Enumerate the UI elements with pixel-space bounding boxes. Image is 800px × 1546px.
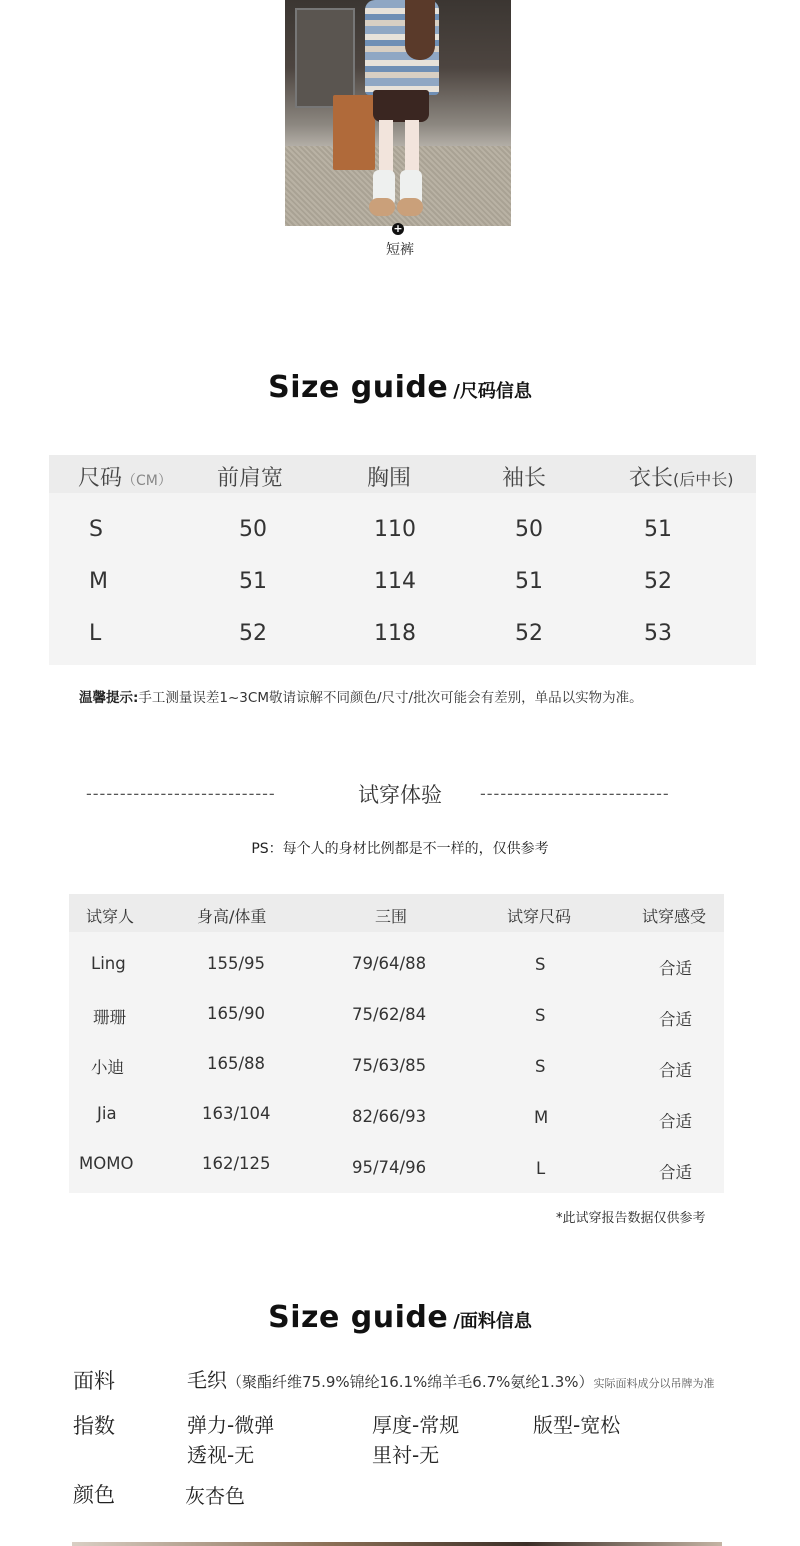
tip-text: 手工测量误差1~3CM敬请谅解不同颜色/尺寸/批次可能会有差别，单品以实物为准。	[138, 690, 643, 706]
material-detail: （聚酯纤维75.9%锦纶16.1%绵羊毛6.7%氨纶1.3%）	[227, 1373, 594, 1391]
fabric-title-en: Size guide	[268, 1300, 449, 1335]
table-cell: 合适	[659, 959, 692, 978]
fabric-title	[0, 1300, 800, 1335]
header-tried-size: 试穿尺码	[507, 907, 572, 926]
header-feeling: 试穿感受	[642, 907, 707, 926]
plus-circle-icon[interactable]: +	[393, 222, 403, 235]
size-guide-title-zh: /尺码信息	[453, 381, 532, 402]
report-note: *此试穿报告数据仅供参考	[556, 1211, 706, 1226]
table-cell: 165/90	[207, 1004, 266, 1023]
table-cell: S	[535, 1006, 546, 1025]
table-cell: 51	[239, 569, 267, 594]
table-cell: 51	[644, 517, 672, 542]
table-cell: 163/104	[202, 1104, 271, 1123]
table-cell: 155/95	[207, 954, 266, 973]
table-cell: L	[89, 621, 102, 646]
material-value	[187, 1364, 715, 1393]
table-cell: L	[536, 1159, 546, 1178]
table-cell: 75/63/85	[352, 1056, 427, 1075]
elastic-value: 弹力-微弹	[187, 1413, 275, 1437]
tip-label: 温馨提示:	[79, 690, 139, 706]
photo-caption: 短裤	[386, 242, 414, 258]
table-cell: 51	[515, 569, 543, 594]
material-note: 实际面料成分以吊牌为准	[593, 1377, 715, 1390]
tryon-title: 试穿体验	[358, 783, 442, 807]
header-shoulder: 前肩宽	[217, 466, 284, 491]
table-cell: MOMO	[79, 1154, 134, 1173]
table-cell: 110	[374, 517, 416, 542]
table-cell: 小迪	[91, 1058, 124, 1077]
size-table	[49, 455, 756, 665]
color-value: 灰杏色	[185, 1484, 245, 1508]
header-height-weight: 身高/体重	[197, 907, 267, 926]
table-cell: M	[89, 569, 108, 594]
length-note: (后中长)	[673, 470, 734, 489]
table-cell: 合适	[659, 1010, 692, 1029]
table-cell: M	[534, 1108, 549, 1127]
unit-label: （CM）	[122, 473, 172, 489]
table-cell: S	[535, 955, 546, 974]
table-cell: 75/62/84	[352, 1005, 427, 1024]
size-tip	[79, 686, 643, 706]
header-length: 衣长(后中长)	[629, 466, 734, 491]
header-chest: 胸围	[367, 466, 412, 491]
table-cell: Jia	[97, 1104, 117, 1123]
fit-value: 版型-宽松	[533, 1413, 621, 1437]
table-cell: 53	[644, 621, 672, 646]
table-cell: 50	[515, 517, 543, 542]
table-cell: 95/74/96	[352, 1158, 427, 1177]
table-cell: 118	[374, 621, 416, 646]
tryon-table	[69, 894, 724, 1193]
table-cell: 50	[239, 517, 267, 542]
fabric-title-zh: /面料信息	[453, 1311, 532, 1332]
header-size: 尺码（CM）	[78, 466, 172, 491]
header-tester: 试穿人	[86, 907, 135, 926]
table-cell: 52	[515, 621, 543, 646]
table-cell: 79/64/88	[352, 954, 427, 973]
header-measurements: 三围	[375, 907, 408, 926]
table-cell: S	[89, 517, 103, 542]
table-cell: 合适	[659, 1112, 692, 1131]
material-main: 毛织	[187, 1368, 227, 1392]
tryon-ps-note: PS：每个人的身材比例都是不一样的，仅供参考	[251, 841, 549, 857]
index-label: 指数	[73, 1414, 115, 1438]
table-cell: 合适	[659, 1061, 692, 1080]
header-sleeve: 袖长	[502, 466, 547, 491]
table-cell: 52	[239, 621, 267, 646]
thickness-value: 厚度-常规	[372, 1413, 460, 1437]
size-guide-title	[0, 370, 800, 405]
divider-left: ----------------------------	[86, 784, 276, 803]
lining-value: 里衬-无	[372, 1443, 440, 1467]
table-cell: 114	[374, 569, 416, 594]
table-cell: Ling	[91, 954, 126, 973]
material-label: 面料	[73, 1369, 115, 1393]
size-table-header	[49, 455, 756, 493]
table-cell: 162/125	[202, 1154, 271, 1173]
bottom-image-edge	[72, 1542, 722, 1546]
transparency-value: 透视-无	[187, 1443, 255, 1467]
table-cell: 52	[644, 569, 672, 594]
size-guide-title-en: Size guide	[268, 370, 449, 405]
table-cell: 165/88	[207, 1054, 266, 1073]
divider-right: ----------------------------	[480, 784, 670, 803]
tryon-table-header	[69, 894, 724, 932]
product-photo	[285, 0, 511, 226]
table-cell: 珊珊	[93, 1008, 126, 1027]
table-cell: 合适	[659, 1163, 692, 1182]
table-cell: S	[535, 1057, 546, 1076]
table-cell: 82/66/93	[352, 1107, 427, 1126]
color-label: 颜色	[73, 1483, 115, 1507]
